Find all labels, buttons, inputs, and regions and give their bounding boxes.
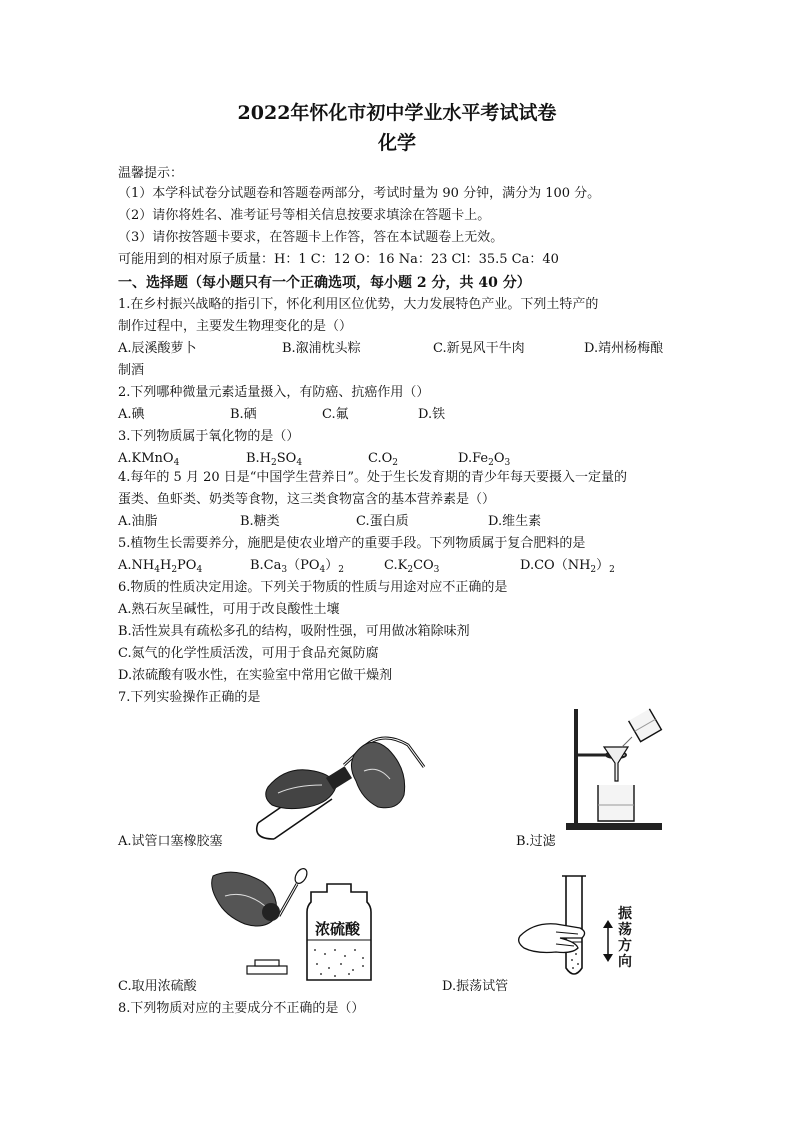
q6-option-a: A.熟石灰呈碱性，可用于改良酸性土壤 xyxy=(118,602,340,617)
shake-label: 荡 xyxy=(618,922,632,938)
fig-c-dropper-illustration xyxy=(205,862,390,987)
q1-option-d-cont: 制酒 xyxy=(118,363,145,378)
q5-option-c: $C.K_2CO_3$ xyxy=(384,558,440,575)
q4-stem: 4.每年的 5 月 20 日是“中国学生营养日”。处于生长发育期的青少年每天要摄入一定量的 xyxy=(118,470,628,485)
q4-option-c: C.蛋白质 xyxy=(356,514,409,529)
q7-option-c: C.取用浓硫酸 xyxy=(118,979,197,994)
q1-option-c: C.新晃风干牛肉 xyxy=(433,341,525,356)
q1-option-a: A.辰溪酸萝卜 xyxy=(118,341,197,356)
atomic-masses: 可能用到的相对原子质量：H：1 C：12 O：16 Na：23 Cl：35.5 Ca：40 xyxy=(118,252,559,267)
q7-option-b: B.过滤 xyxy=(516,834,556,849)
q2-stem: 2.下列哪种微量元素适量摄入，有防癌、抗癌作用（） xyxy=(118,385,430,400)
q5-option-b: $B.Ca_3(PO_4)_2$ xyxy=(250,558,345,575)
q7-option-d: D.振荡试管 xyxy=(442,979,509,994)
fig-b-filtration-illustration xyxy=(560,705,670,835)
shake-direction-arrow-icon xyxy=(602,918,614,964)
shake-label: 振 xyxy=(618,906,632,922)
q8-stem: 8.下列物质对应的主要成分不正确的是（） xyxy=(118,1001,365,1016)
q7-option-a: A.试管口塞橡胶塞 xyxy=(118,834,223,849)
note-item: （3）请你按答题卡要求，在答题卡上作答，答在本试题卷上无效。 xyxy=(118,230,504,245)
q5-option-d: $D.CO(NH_2)_2$ xyxy=(520,558,615,575)
q2-option-a: A.碘 xyxy=(118,407,145,422)
q4-option-d: D.维生素 xyxy=(488,514,542,529)
exam-subject: 化学 xyxy=(377,132,416,154)
q5-option-a: $A.NH_4H_2PO_4$ xyxy=(118,558,203,575)
q4-option-a: A.油脂 xyxy=(118,514,158,529)
q6-option-d: D.浓硫酸有吸水性，在实验室中常用它做干燥剂 xyxy=(118,668,393,683)
q3-option-c: $C.O_2$ xyxy=(368,451,399,468)
q4-option-b: B.糖类 xyxy=(240,514,280,529)
q3-stem: 3.下列物质属于氧化物的是（） xyxy=(118,429,300,444)
q6-option-c: C.氮气的化学性质活泼，可用于食品充氮防腐 xyxy=(118,646,379,661)
q1-stem: 制作过程中，主要发生物理变化的是（） xyxy=(118,319,353,334)
q1-option-d: D.靖州杨梅酿 xyxy=(584,341,664,356)
q4-stem: 蛋类、鱼虾类、奶类等食物，这三类食物富含的基本营养素是（） xyxy=(118,492,496,507)
q7-stem: 7.下列实验操作正确的是 xyxy=(118,690,261,705)
bottle-label: 浓硫酸 xyxy=(315,920,361,938)
q2-option-c: C.氟 xyxy=(322,407,349,422)
notes-heading: 温馨提示： xyxy=(118,166,184,181)
q1-stem: 1.在乡村振兴战略的指引下，怀化利用区位优势，大力发展特色产业。下列土特产的 xyxy=(118,297,599,312)
note-item: （2）请你将姓名、准考证号等相关信息按要求填涂在答题卡上。 xyxy=(118,208,491,223)
exam-title: 2022年怀化市初中学业水平考试试卷 xyxy=(237,102,557,124)
q6-stem: 6.物质的性质决定用途。下列关于物质的性质与用途对应不正确的是 xyxy=(118,580,508,595)
q6-option-b: B.活性炭具有疏松多孔的结构，吸附性强，可用做冰箱除味剂 xyxy=(118,624,470,639)
q3-option-d: $D.Fe_2O_3$ xyxy=(458,451,511,468)
note-item: （1）本学科试卷分试题卷和答题卷两部分，考试时量为 90 分钟，满分为 100 分。 xyxy=(118,186,601,201)
section-heading: 一、选择题（每小题只有一个正确选项，每小题 2 分，共 40 分） xyxy=(118,275,531,291)
q3-option-a: A.KMnO$_4$ xyxy=(118,451,180,468)
q2-option-b: B.硒 xyxy=(230,407,257,422)
shake-label: 方 xyxy=(618,938,632,954)
shake-label: 向 xyxy=(618,954,632,970)
q5-stem: 5.植物生长需要养分，施肥是使农业增产的重要手段。下列物质属于复合肥料的是 xyxy=(118,536,586,551)
q3-option-b: $B.H_2SO_4$ xyxy=(246,451,303,468)
fig-a-stopper-illustration xyxy=(238,715,428,845)
q2-option-d: D.铁 xyxy=(418,407,446,422)
q1-option-b: B.溆浦枕头粽 xyxy=(282,341,361,356)
